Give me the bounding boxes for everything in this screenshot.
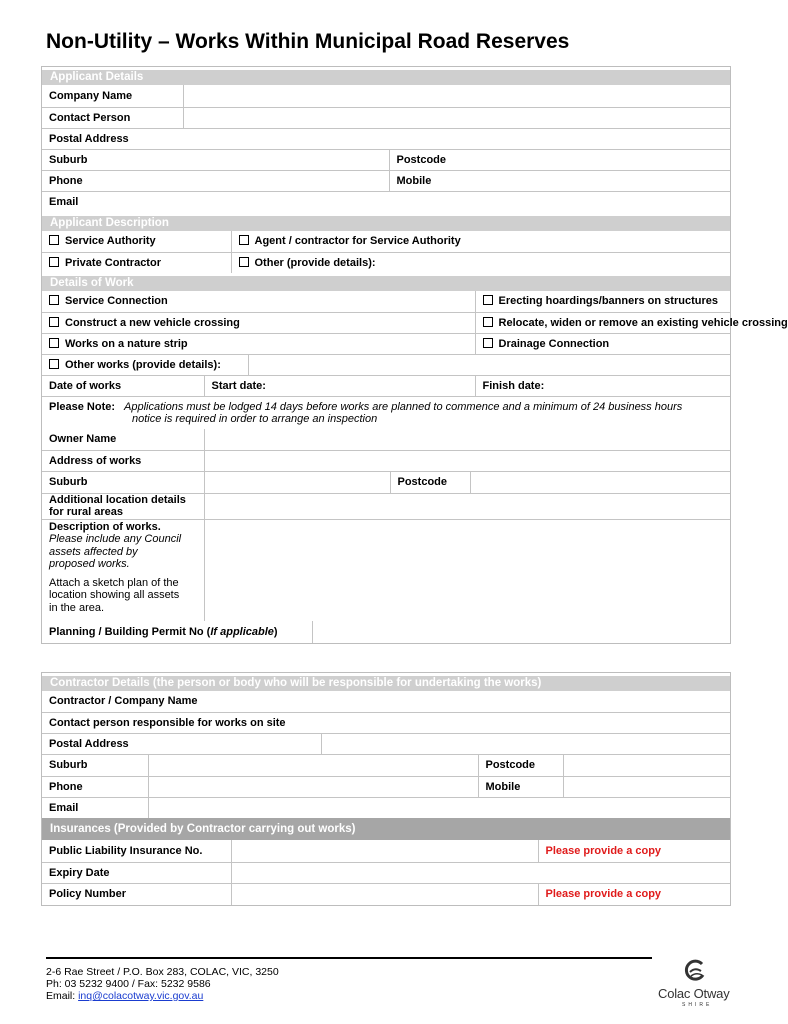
agent-contractor-option[interactable]: Agent / contractor for Service Authority	[231, 231, 730, 252]
applicant-description-header: Applicant Description	[42, 213, 730, 231]
address-of-works-field[interactable]	[204, 450, 730, 471]
contractor-email-field[interactable]	[148, 797, 730, 818]
service-connection-option[interactable]: Service Connection	[42, 291, 475, 312]
logo-shire: SHIRE	[682, 1002, 713, 1008]
checkbox-icon[interactable]	[49, 317, 59, 327]
public-liability-label: Public Liability Insurance No.	[42, 840, 231, 862]
contractor-phone-label: Phone	[42, 776, 148, 797]
contractor-email-label: Email	[42, 797, 148, 818]
expiry-date-field[interactable]	[231, 862, 730, 883]
owner-name-label: Owner Name	[42, 429, 204, 450]
footer-email-link[interactable]: inq@colacotway.vic.gov.au	[78, 990, 204, 1002]
checkbox-icon[interactable]	[49, 338, 59, 348]
postcode-field[interactable]: Postcode	[389, 149, 730, 170]
planning-permit-label: Planning / Building Permit No (If applicable)	[42, 621, 312, 643]
contractor-postcode-label: Postcode	[478, 754, 563, 776]
contact-person-field[interactable]	[183, 107, 730, 128]
contractor-details-section	[41, 672, 731, 906]
contractor-suburb-label: Suburb	[42, 754, 148, 776]
works-suburb-label: Suburb	[42, 471, 204, 493]
checkbox-icon[interactable]	[49, 295, 59, 305]
checkbox-icon[interactable]	[483, 317, 493, 327]
erecting-hoardings-option[interactable]: Erecting hoardings/banners on structures	[475, 291, 730, 312]
contractor-postal-label: Postal Address	[42, 733, 321, 754]
owner-name-field[interactable]	[204, 429, 730, 450]
page-title: Non-Utility – Works Within Municipal Road Reserves	[46, 30, 570, 53]
phone-field[interactable]: Phone	[42, 170, 389, 191]
address-of-works-label: Address of works	[42, 450, 204, 471]
description-field[interactable]	[204, 519, 730, 621]
private-contractor-option[interactable]: Private Contractor	[42, 252, 231, 273]
description-label: Description of works. Please include any Council assets affected by proposed works. Attach a sketch plan of the location showing all assets in the area.	[42, 519, 204, 621]
checkbox-icon[interactable]	[239, 257, 249, 267]
logo-name: Colac Otway	[658, 986, 730, 1001]
works-postcode-field[interactable]	[470, 471, 730, 493]
additional-location-field[interactable]	[204, 493, 730, 519]
contractor-postal-field[interactable]	[321, 733, 730, 754]
contractor-contact-field[interactable]: Contact person responsible for works on site	[42, 712, 730, 733]
details-of-work-header: Details of Work	[42, 273, 730, 291]
works-suburb-field[interactable]	[204, 471, 390, 493]
checkbox-icon[interactable]	[49, 257, 59, 267]
finish-date-field[interactable]: Finish date:	[475, 375, 730, 396]
footer-address: 2-6 Rae Street / P.O. Box 283, COLAC, VIC, 3250	[46, 966, 279, 978]
please-note: Please Note: Applications must be lodged 14 days before works are planned to commence and a minimum of 24 business hours notice is required in order to arrange an inspection	[42, 396, 730, 429]
checkbox-icon[interactable]	[483, 338, 493, 348]
contractor-details-header: Contractor Details (the person or body who will be responsible for undertaking the works)	[42, 673, 730, 691]
other-works-option[interactable]: Other works (provide details):	[42, 354, 248, 375]
contractor-postcode-field[interactable]	[563, 754, 730, 776]
company-name-field[interactable]	[183, 85, 730, 107]
drainage-option[interactable]: Drainage Connection	[475, 333, 730, 354]
contractor-phone-field[interactable]	[148, 776, 478, 797]
footer-email-line: Email: inq@colacotway.vic.gov.au	[46, 990, 204, 1002]
public-liability-field[interactable]	[231, 840, 538, 862]
works-postcode-label: Postcode	[390, 471, 470, 493]
service-authority-option[interactable]: Service Authority	[42, 231, 231, 252]
planning-permit-field[interactable]	[312, 621, 730, 643]
checkbox-icon[interactable]	[483, 295, 493, 305]
mobile-field[interactable]: Mobile	[389, 170, 730, 191]
applicant-details-header: Applicant Details	[42, 67, 730, 85]
policy-number-field[interactable]	[231, 883, 538, 905]
contractor-mobile-field[interactable]	[563, 776, 730, 797]
footer-contact	[46, 966, 279, 1002]
policy-number-label: Policy Number	[42, 883, 231, 905]
other-option[interactable]: Other (provide details):	[231, 252, 730, 273]
public-liability-copy-note: Please provide a copy	[538, 840, 730, 862]
email-field[interactable]: Email	[42, 191, 730, 213]
footer-divider	[46, 957, 652, 959]
additional-location-label: Additional location details for rural areas	[42, 493, 204, 519]
relocate-crossing-option[interactable]: Relocate, widen or remove an existing vehicle crossing	[475, 312, 730, 333]
start-date-field[interactable]: Start date:	[204, 375, 475, 396]
colac-otway-logo	[658, 958, 738, 1010]
checkbox-icon[interactable]	[49, 359, 59, 369]
expiry-date-label: Expiry Date	[42, 862, 231, 883]
postal-address-field[interactable]: Postal Address	[42, 128, 730, 149]
footer-phone-fax: Ph: 03 5232 9400 / Fax: 5232 9586	[46, 978, 211, 990]
suburb-field[interactable]: Suburb	[42, 149, 389, 170]
checkbox-icon[interactable]	[49, 235, 59, 245]
insurances-header: Insurances (Provided by Contractor carrying out works)	[42, 818, 730, 840]
checkbox-icon[interactable]	[239, 235, 249, 245]
company-name-label: Company Name	[42, 85, 183, 107]
other-works-field[interactable]	[248, 354, 730, 375]
contractor-company-field[interactable]: Contractor / Company Name	[42, 691, 730, 712]
contact-person-label: Contact Person	[42, 107, 183, 128]
policy-copy-note: Please provide a copy	[538, 883, 730, 905]
swirl-logo-icon	[682, 958, 708, 984]
applicant-details-section	[41, 66, 788, 644]
contractor-suburb-field[interactable]	[148, 754, 478, 776]
nature-strip-option[interactable]: Works on a nature strip	[42, 333, 475, 354]
construct-crossing-option[interactable]: Construct a new vehicle crossing	[42, 312, 475, 333]
date-of-works-label: Date of works	[42, 375, 204, 396]
contractor-mobile-label: Mobile	[478, 776, 563, 797]
